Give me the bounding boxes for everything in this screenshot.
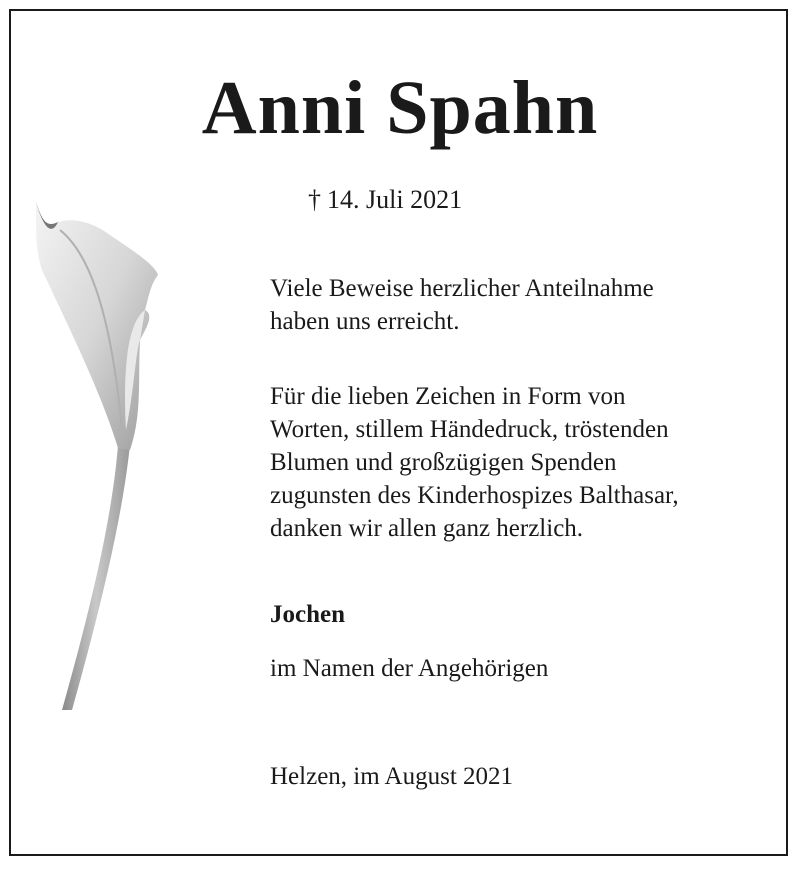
signer-name: Jochen [270, 601, 345, 628]
text-line: Blumen und großzügigen Spenden [270, 449, 617, 476]
gratitude-paragraph-2 [270, 380, 679, 545]
text-line: zugunsten des Kinderhospizes Balthasar, [270, 482, 679, 509]
calla-lily-image [30, 190, 165, 715]
signer-note: im Namen der Angehörigen [270, 655, 549, 682]
deceased-name: Anni Spahn [201, 66, 599, 150]
death-date: 14. Juli 2021 [327, 185, 463, 214]
text-line: haben uns erreicht. [270, 308, 460, 335]
text-line: Worten, stillem Händedruck, tröstenden [270, 416, 669, 443]
text-line: Viele Beweise herzlicher Anteilnahme [270, 275, 654, 302]
death-date-line [308, 185, 462, 215]
text-line: Für die lieben Zeichen in Form von [270, 383, 626, 410]
cross-symbol: † [308, 185, 321, 214]
gratitude-paragraph-1 [270, 272, 654, 338]
place-and-date: Helzen, im August 2021 [270, 763, 514, 790]
text-line: danken wir allen ganz herzlich. [270, 515, 584, 542]
